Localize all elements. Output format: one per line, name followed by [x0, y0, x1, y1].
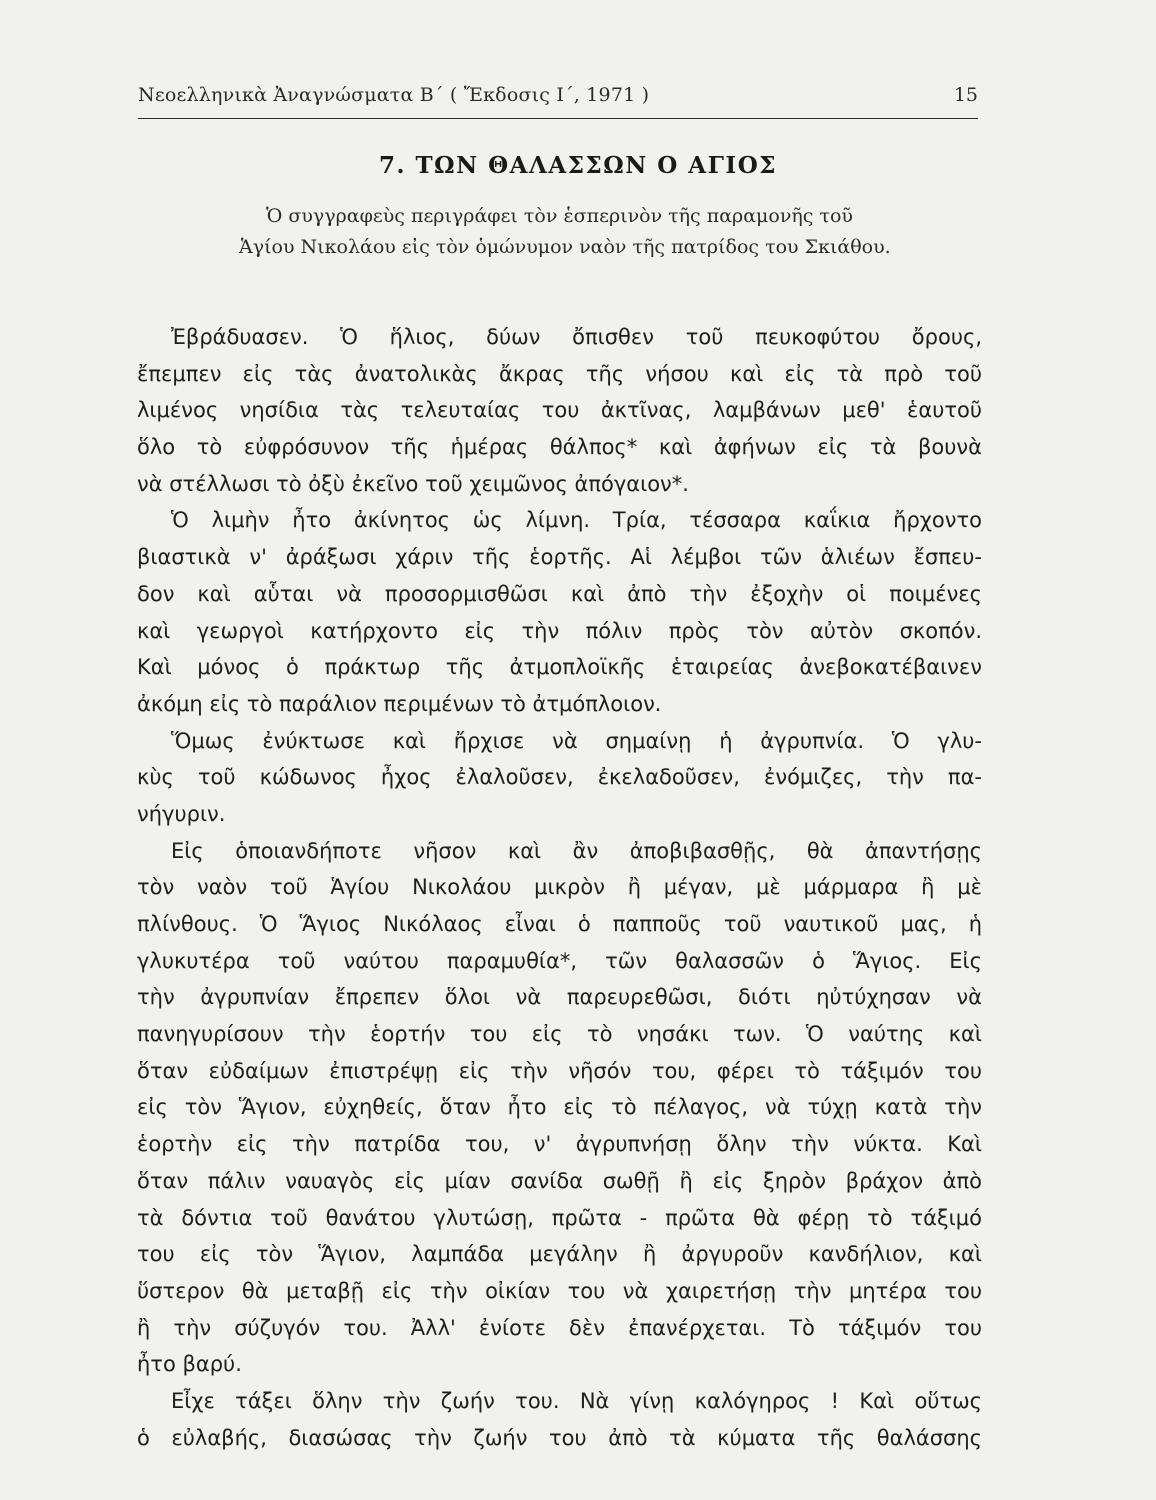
intro-line: Ἁγίου Νικολάου εἰς τὸν ὁμώνυμον ναὸν τῆς πατρίδος του Σκιάθου.	[239, 236, 891, 258]
text-line: ὅταν εὐδαίμων ἐπιστρέψῃ εἰς τὴν νῆσόν του, φέρει τὸ τάξιμόν του	[137, 1058, 982, 1083]
text-line: δον καὶ αὗται νὰ προσορμισθῶσι καὶ ἀπὸ τὴν ἐξοχὴν οἱ ποιμένες	[137, 581, 982, 606]
running-header	[138, 78, 978, 119]
body-text	[137, 319, 982, 1456]
intro-line: Ὁ συγγραφεὺς περιγράφει τὸν ἑσπερινὸν τῆς παραμονῆς τοῦ	[266, 205, 853, 227]
text-line: πλίνθους. Ὁ Ἅγιος Νικόλαος εἶναι ὁ παπποῦς τοῦ ναυτικοῦ μας, ἡ	[137, 912, 982, 936]
text-line: πανηγυρίσουν τὴν ἑορτήν του εἰς τὸ νησάκι των. Ὁ ναύτης καὶ	[137, 1022, 982, 1047]
text-line: τὸν ναὸν τοῦ Ἁγίου Νικολάου μικρὸν ἢ μέγαν, μὲ μάρμαρα ἢ μὲ	[137, 875, 982, 900]
text-line: ὅταν πάλιν ναυαγὸς εἰς μίαν σανίδα σωθῇ ἢ εἰς ξηρὸν βράχον ἀπὸ	[137, 1168, 982, 1193]
text-line: νὰ στέλλωσι τὸ ὀξὺ ἐκεῖνο τοῦ χειμῶνος ἀπόγαιον*.	[137, 471, 689, 496]
page-number: 15	[953, 84, 978, 106]
text-line: τὴν ἀγρυπνίαν ἔπρεπεν ὅλοι νὰ παρευρεθῶσι, διότι ηὐτύχησαν νὰ	[137, 985, 982, 1010]
text-line: του εἰς τὸν Ἅγιον, λαμπάδα μεγάλην ἢ ἀργυροῦν κανδήλιον, καὶ	[137, 1242, 982, 1267]
chapter-intro	[140, 201, 980, 263]
text-line: ὅλο τὸ εὐφρόσυνον τῆς ἡμέρας θάλπος* καὶ ἀφήνων εἰς τὰ βουνὰ	[137, 435, 982, 460]
book-title: Νεοελληνικὰ Ἀναγνώσματα Β΄ ( Ἔκδοσις Ι΄, 1971 )	[138, 84, 650, 106]
text-line: ὁ εὐλαβής, διασώσας τὴν ζωήν του ἀπὸ τὰ κύματα τῆς θαλάσσης	[137, 1425, 982, 1450]
text-line: Εἰς ὁποιανδήποτε νῆσον καὶ ἂν ἀποβιβασθῇς, θὰ ἀπαντήσῃς	[171, 838, 982, 863]
text-line: κὺς τοῦ κώδωνος ἦχος ἐλαλοῦσεν, ἐκελαδοῦσεν, ἐνόμιζες, τὴν πα-	[137, 765, 982, 790]
text-line: νήγυριν.	[137, 801, 226, 826]
text-line: ἀκόμη εἰς τὸ παράλιον περιμένων τὸ ἀτμόπλοιον.	[137, 691, 662, 716]
text-line: ἦτο βαρύ.	[137, 1352, 242, 1377]
chapter-title: 7. ΤΩΝ ΘΑΛΑΣΣΩΝ Ο ΑΓΙΟΣ	[378, 152, 777, 179]
text-line: Ὁ λιμὴν ἦτο ἀκίνητος ὡς λίμνη. Τρία, τέσσαρα καΐκια ἤρχοντο	[171, 508, 982, 533]
text-line: εἰς τὸν Ἅγιον, εὐχηθείς, ὅταν ἦτο εἰς τὸ πέλαγος, νὰ τύχῃ κατὰ τὴν	[137, 1095, 982, 1120]
text-line: ἑορτὴν εἰς τὴν πατρίδα του, ν' ἀγρυπνήσῃ ὅλην τὴν νύκτα. Καὶ	[137, 1132, 982, 1157]
text-line: τὰ δόντια τοῦ θανάτου γλυτώσῃ, πρῶτα - πρῶτα θὰ φέρῃ τὸ τάξιμό	[137, 1205, 982, 1230]
text-line: Ὅμως ἐνύκτωσε καὶ ἤρχισε νὰ σημαίνῃ ἡ ἀγρυπνία. Ὁ γλυ-	[171, 728, 982, 753]
text-line: βιαστικὰ ν' ἀράξωσι χάριν τῆς ἑορτῆς. Αἱ λέμβοι τῶν ἁλιέων ἔσπευ-	[137, 545, 982, 570]
text-line: Ἐβράδυασεν. Ὁ ἥλιος, δύων ὄπισθεν τοῦ πευκοφύτου ὄρους,	[171, 325, 982, 349]
text-line: ἔπεμπεν εἰς τὰς ἀνατολικὰς ἄκρας τῆς νήσου καὶ εἰς τὰ πρὸ τοῦ	[137, 361, 982, 386]
text-line: Εἶχε τάξει ὅλην τὴν ζωήν του. Νὰ γίνῃ καλόγηρος ! Καὶ οὕτως	[171, 1388, 982, 1413]
text-line: λιμένος νησίδια τὰς τελευταίας του ἀκτῖνας, λαμβάνων μεθ' ἑαυτοῦ	[137, 398, 982, 423]
text-line: γλυκυτέρα τοῦ ναύτου παραμυθία*, τῶν θαλασσῶν ὁ Ἅγιος. Εἰς	[137, 948, 982, 973]
text-line: ὕστερον θὰ μεταβῇ εἰς τὴν οἰκίαν του νὰ χαιρετήσῃ τὴν μητέρα του	[137, 1278, 982, 1303]
text-line: καὶ γεωργοὶ κατήρχοντο εἰς τὴν πόλιν πρὸς τὸν αὐτὸν σκοπόν.	[137, 618, 982, 643]
text-line: Καὶ μόνος ὁ πράκτωρ τῆς ἀτμοπλοϊκῆς ἑταιρείας ἀνεβοκατέβαινεν	[137, 655, 982, 680]
text-line: ἢ τὴν σύζυγόν του. Ἀλλ' ἐνίοτε δὲν ἐπανέρχεται. Τὸ τάξιμόν του	[137, 1315, 982, 1340]
